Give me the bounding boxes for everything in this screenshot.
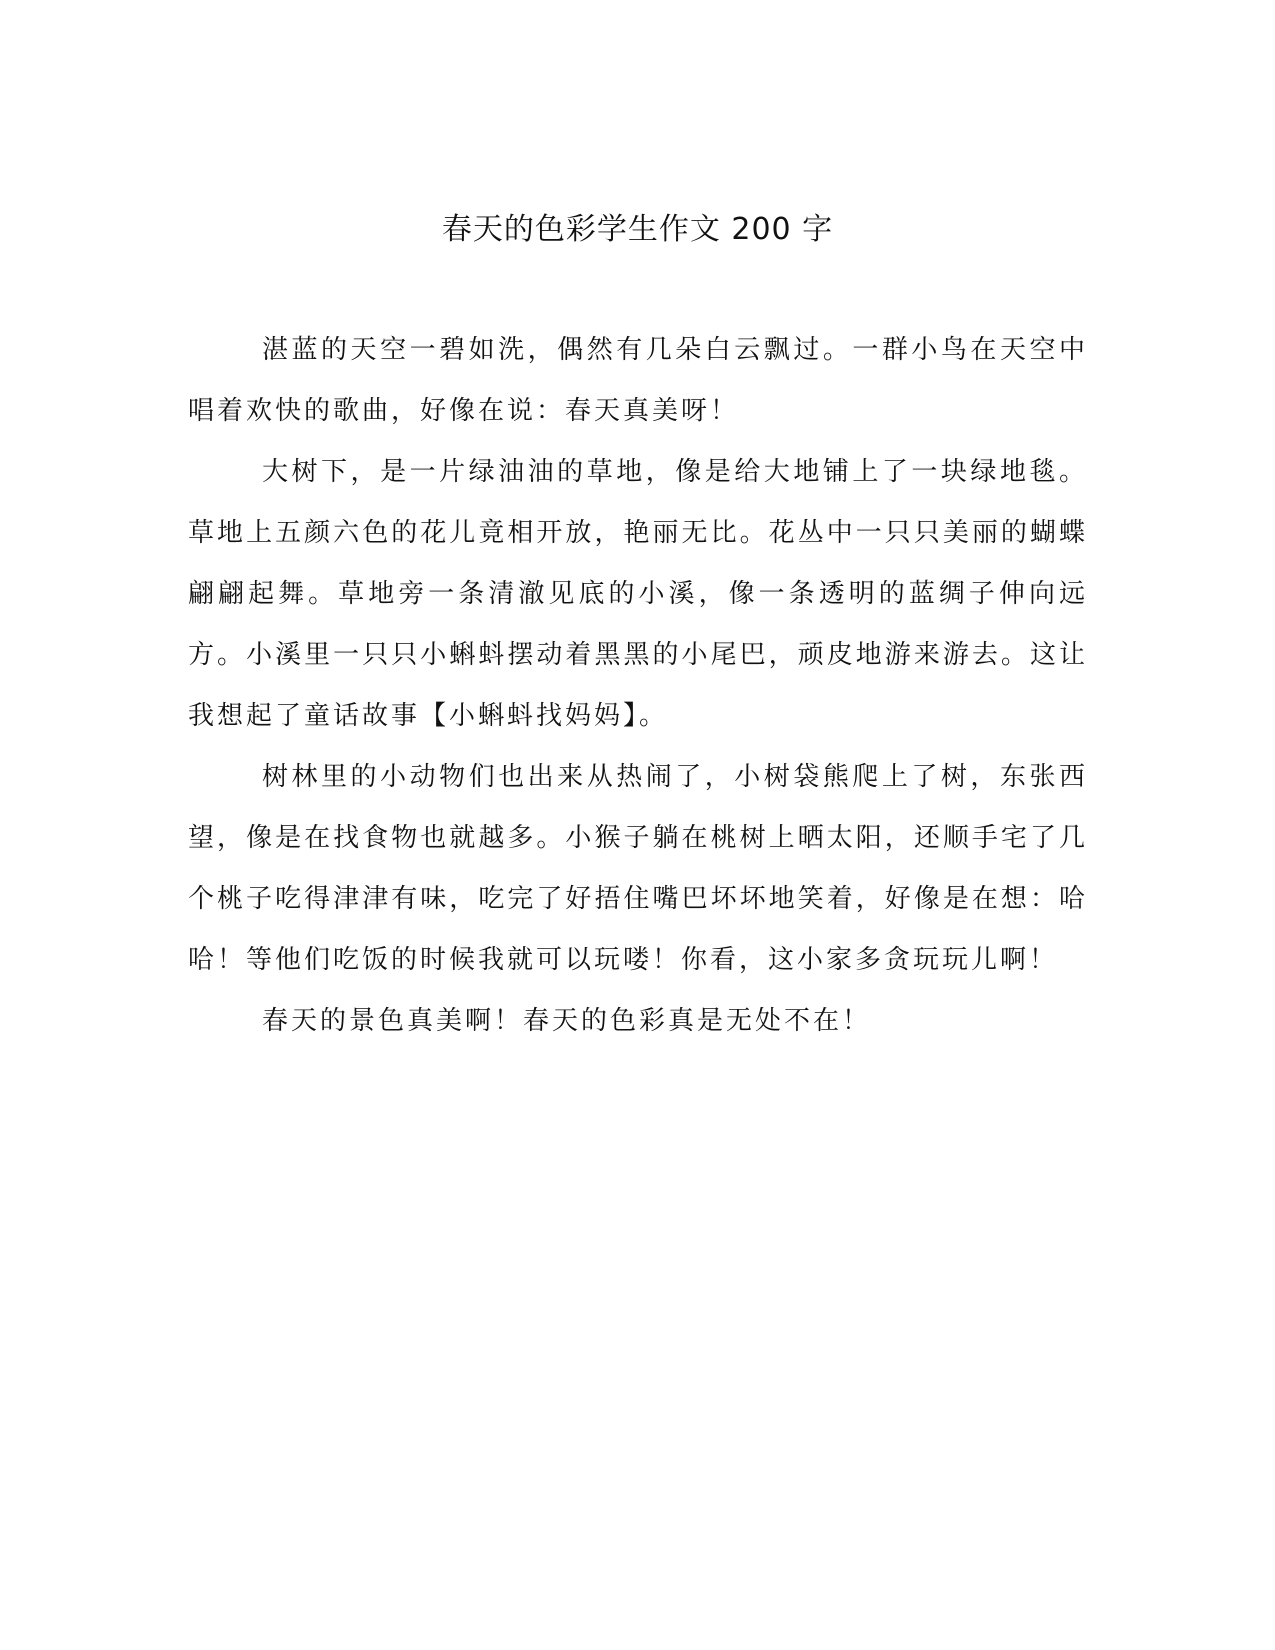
paragraph-4: 春天的景色真美啊！春天的色彩真是无处不在！ xyxy=(262,1006,872,1036)
paragraph-3: 树林里的小动物们也出来从热闹了，小树袋熊爬上了树，东张西望，像是在找食物也就越多。小猴子躺在桃树上晒太阳，还顺手宅了几个桃子吃得津津有味，吃完了好捂住嘴巴坏坏地笑着，好像是在想：哈哈！等他们吃饭的时候我就可以玩喽！你看，这小家多贪玩玩儿啊！ xyxy=(188,762,1088,975)
document-title: 春天的色彩学生作文 200 字 xyxy=(441,212,834,247)
document-body xyxy=(188,320,1088,1052)
paragraph-1: 湛蓝的天空一碧如洗，偶然有几朵白云飘过。一群小鸟在天空中唱着欢快的歌曲，好像在说：春天真美呀！ xyxy=(188,335,1088,426)
paragraph-2: 大树下，是一片绿油油的草地，像是给大地铺上了一块绿地毯。草地上五颜六色的花儿竟相开放，艳丽无比。花丛中一只只美丽的蝴蝶翩翩起舞。草地旁一条清澈见底的小溪，像一条透明的蓝绸子伸向远方。小溪里一只只小蝌蚪摆动着黑黑的小尾巴，顽皮地游来游去。这让我想起了童话故事【小蝌蚪找妈妈】。 xyxy=(188,457,1088,731)
